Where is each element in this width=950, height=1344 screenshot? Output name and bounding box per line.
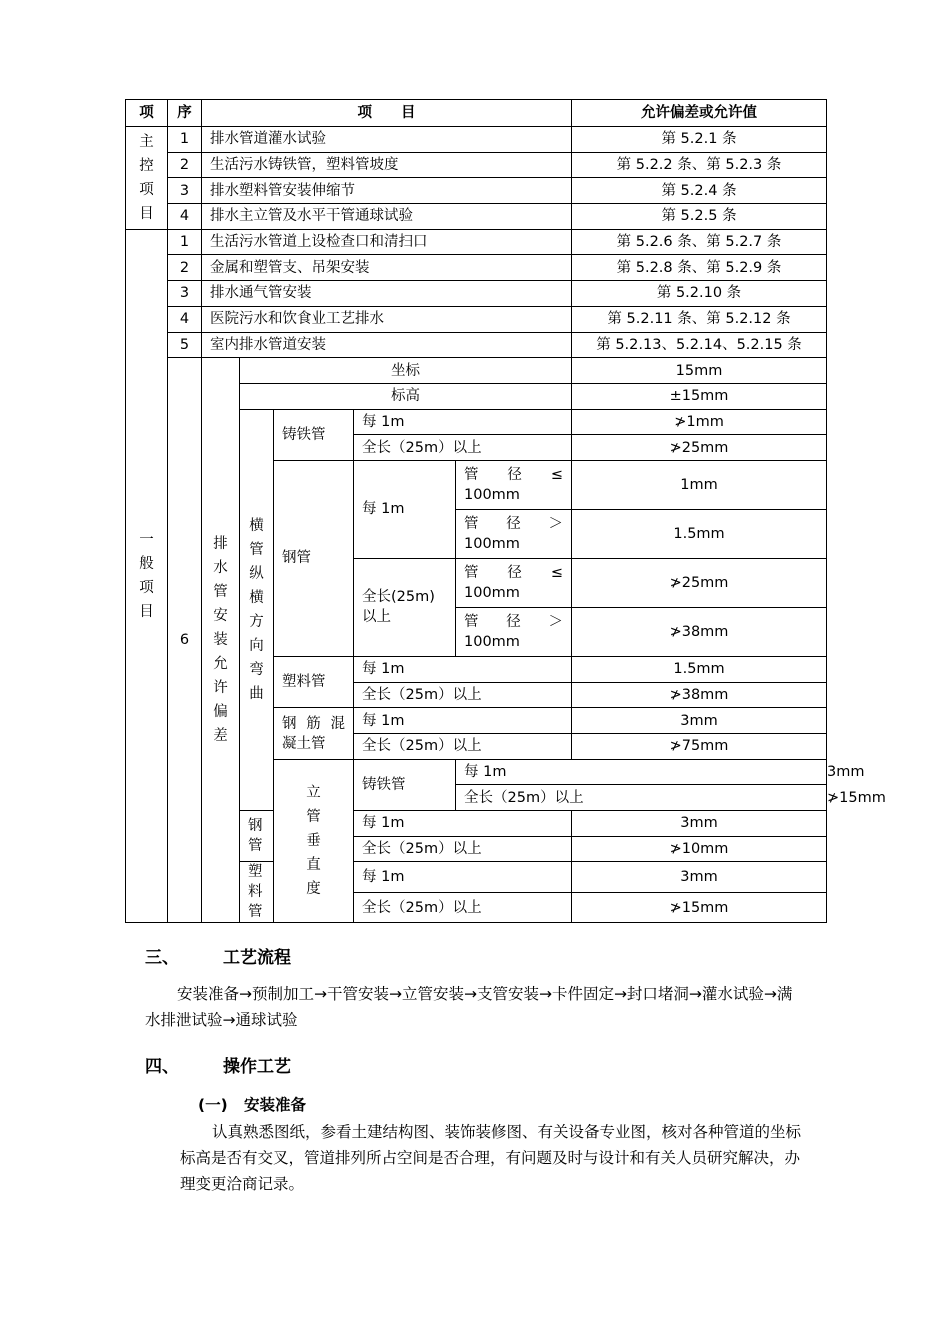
condition: 全长（25m）以上 [354, 892, 572, 923]
preparation-text: 认真熟悉图纸，参看土建结构图、装饰装修图、有关设备专业图，核对各种管道的坐标标高是否有交叉，管道排列所占空间是否合理，有问题及时与设计和有关人员研究解决，办理变更洽商记录。 [180, 1123, 802, 1193]
condition: 全长（25m）以上 [354, 682, 572, 708]
condition: 全长（25m）以上 [354, 435, 572, 461]
vertical-char: 向 [249, 637, 264, 654]
tolerance-value: ≯38mm [572, 607, 827, 656]
elev-value: ±15mm [572, 383, 827, 409]
row-seq: 2 [168, 152, 202, 178]
row-item: 室内排水管道安装 [202, 332, 572, 358]
section-title: 操作工艺 [223, 1057, 291, 1077]
section-title: 工艺流程 [223, 948, 291, 968]
subsection-number: (一) [198, 1096, 228, 1114]
row-seq: 1 [168, 127, 202, 153]
elev-label: 标高 [240, 383, 572, 409]
condition: 每 1m [354, 460, 456, 558]
section-heading-process [145, 943, 291, 968]
table-row [126, 178, 827, 204]
table-row [126, 281, 827, 307]
condition: 每 1m [354, 656, 572, 682]
header-category: 项 [126, 100, 168, 127]
table-row [126, 306, 827, 332]
table-row [126, 332, 827, 358]
general-group-label [126, 229, 168, 923]
header-seq: 序 [168, 100, 202, 127]
pipe-type: 钢管 [274, 460, 354, 656]
tolerance-value: 1.5mm [572, 509, 827, 558]
row-value: 第 5.2.4 条 [572, 178, 827, 204]
table-row [126, 229, 827, 255]
tolerance-value: 3mm [572, 811, 827, 837]
header-allowance: 允许偏差或允许值 [572, 100, 827, 127]
pipe-type: 钢 筋 混凝土管 [274, 708, 354, 759]
vertical-char: 排 [213, 536, 228, 553]
pipe-type: 铸铁管 [354, 759, 456, 810]
table-row [126, 358, 827, 384]
row-item: 金属和塑管支、吊架安装 [202, 255, 572, 281]
coord-label: 坐标 [240, 358, 572, 384]
vertical-char: 目 [139, 604, 154, 621]
tolerance-value: ≯75mm [572, 734, 827, 760]
row-value: 第 5.2.1 条 [572, 127, 827, 153]
table-row: 全长（25m）以上 ≯15mm [126, 785, 827, 811]
main-group-label [126, 127, 168, 230]
vertical-label [274, 759, 354, 923]
row-value: 第 5.2.10 条 [572, 281, 827, 307]
row-item: 医院污水和饮食业工艺排水 [202, 306, 572, 332]
row-value: 第 5.2.13、5.2.14、5.2.15 条 [572, 332, 827, 358]
row-item: 排水塑料管安装伸缩节 [202, 178, 572, 204]
vertical-char: 垂 [306, 833, 321, 850]
condition: 全长（25m）以上 [354, 836, 572, 862]
tolerance-value: ≯10mm [572, 836, 827, 862]
vertical-char: 主 [139, 133, 154, 150]
tolerance-value: ≯25mm [572, 435, 827, 461]
row-item: 排水通气管安装 [202, 281, 572, 307]
table-row [126, 152, 827, 178]
row-seq: 5 [168, 332, 202, 358]
vertical-char: 管 [213, 584, 228, 601]
row-item: 生活污水铸铁管，塑料管坡度 [202, 152, 572, 178]
diameter-condition: 管 径 ＞ 100mm [456, 607, 572, 656]
section-number: 四、 [145, 1057, 179, 1077]
table-row [126, 127, 827, 153]
coord-value: 15mm [572, 358, 827, 384]
row-seq: 2 [168, 255, 202, 281]
vertical-char: 方 [249, 613, 264, 630]
pipe-type: 钢管 [240, 811, 274, 862]
tolerance-value: ≯1mm [572, 409, 827, 435]
vertical-char: 立 [306, 785, 321, 802]
condition: 全长（25m）以上 [456, 785, 827, 811]
row-value: 第 5.2.6 条、第 5.2.7 条 [572, 229, 827, 255]
horizontal-label [240, 409, 274, 811]
condition: 全长(25m) 以上 [354, 558, 456, 656]
vertical-char: 偏 [213, 704, 228, 721]
condition: 全长（25m）以上 [354, 734, 572, 760]
table-row [126, 204, 827, 230]
vertical-char: 弯 [249, 661, 264, 678]
pipe-type: 塑料管 [240, 862, 274, 923]
tolerance-value: 1mm [572, 460, 827, 509]
vertical-char: 横 [249, 517, 264, 534]
row-value: 第 5.2.2 条、第 5.2.3 条 [572, 152, 827, 178]
row-seq: 3 [168, 281, 202, 307]
tolerance-value: ≯25mm [572, 558, 827, 607]
pipe-type: 塑料管 [274, 656, 354, 707]
table-header-row [126, 100, 827, 127]
row-seq: 4 [168, 204, 202, 230]
tolerance-value: 3mm [572, 862, 827, 893]
condition: 每 1m [354, 811, 572, 837]
vertical-char: 许 [213, 680, 228, 697]
row-value: 第 5.2.8 条、第 5.2.9 条 [572, 255, 827, 281]
header-item: 项 目 [202, 100, 572, 127]
vertical-char: 曲 [249, 685, 264, 702]
row-item: 排水管道灌水试验 [202, 127, 572, 153]
row-value: 第 5.2.5 条 [572, 204, 827, 230]
condition: 每 1m [354, 862, 572, 893]
row-seq: 4 [168, 306, 202, 332]
table-row [126, 255, 827, 281]
vertical-char: 项 [139, 181, 154, 198]
vertical-char: 目 [139, 205, 154, 222]
tolerance-value: 1.5mm [572, 656, 827, 682]
tolerance-value: ≯38mm [572, 682, 827, 708]
subsection-heading [198, 1093, 306, 1115]
vertical-char: 度 [306, 881, 321, 898]
tolerance-group-label [202, 358, 240, 923]
diameter-condition: 管 径 ＞ 100mm [456, 509, 572, 558]
vertical-char: 安 [213, 608, 228, 625]
row-seq: 6 [168, 358, 202, 923]
condition: 每 1m [456, 759, 827, 785]
process-flow-text: 安装准备→预制加工→干管安装→立管安装→支管安装→卡件固定→封口堵洞→灌水试验→满水排泄试验→通球试验 [145, 985, 793, 1029]
vertical-char: 纵 [249, 565, 264, 582]
tolerance-table [125, 99, 886, 923]
vertical-char: 一 [139, 532, 154, 549]
diameter-condition: 管 径 ≤ 100mm [456, 460, 572, 509]
vertical-char: 项 [139, 580, 154, 597]
row-value: 第 5.2.11 条、第 5.2.12 条 [572, 306, 827, 332]
vertical-char: 控 [139, 157, 154, 174]
vertical-char: 横 [249, 589, 264, 606]
tolerance-value: 3mm [572, 708, 827, 734]
section-heading-operation [145, 1052, 291, 1077]
row-item: 生活污水管道上设检查口和清扫口 [202, 229, 572, 255]
condition: 每 1m [354, 708, 572, 734]
vertical-char: 般 [139, 556, 154, 573]
vertical-char: 水 [213, 560, 228, 577]
tolerance-value: ≯15mm [572, 892, 827, 923]
vertical-char: 直 [306, 857, 321, 874]
row-item: 排水主立管及水平干管通球试验 [202, 204, 572, 230]
row-seq: 3 [168, 178, 202, 204]
subsection-title: 安装准备 [244, 1096, 307, 1114]
vertical-char: 装 [213, 632, 228, 649]
pipe-type: 铸铁管 [274, 409, 354, 460]
diameter-condition: 管 径 ≤ 100mm [456, 558, 572, 607]
row-seq: 1 [168, 229, 202, 255]
table-row: 立 管 垂 直 度 铸铁管 每 1m 3mm [126, 759, 827, 785]
vertical-char: 差 [213, 728, 228, 745]
section-number: 三、 [145, 948, 179, 968]
vertical-char: 允 [213, 656, 228, 673]
condition: 每 1m [354, 409, 572, 435]
vertical-char: 管 [249, 541, 264, 558]
vertical-char: 管 [306, 809, 321, 826]
